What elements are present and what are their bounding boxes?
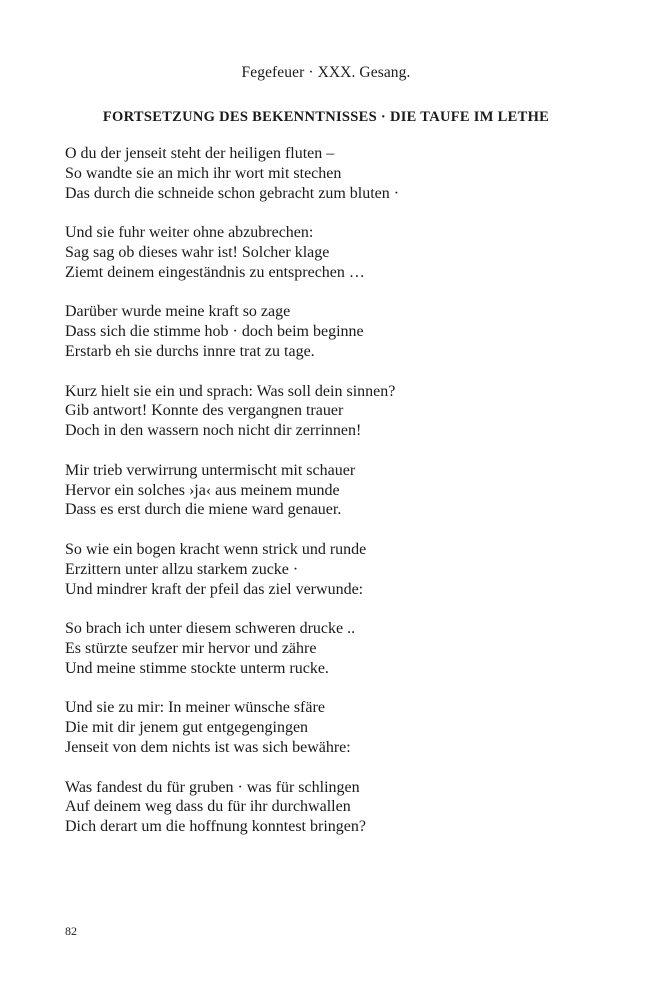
- verse-line: Gib antwort! Konnte des vergangnen trauer: [65, 402, 344, 420]
- verse-line: Und sie fuhr weiter ohne abzubrechen:: [65, 224, 314, 242]
- verse-line: Hervor ein solches ›ja‹ aus meinem munde: [65, 481, 340, 499]
- verse-line: Kurz hielt sie ein und sprach: Was soll dein sinnen?: [65, 382, 396, 400]
- verse-line: Dass es erst durch die miene ward genauer.: [65, 501, 342, 519]
- verse-line: Mir trieb verwirrung untermischt mit schauer: [65, 461, 356, 479]
- poem-body: [65, 144, 625, 857]
- verse-line: Jenseit von dem nichts ist was sich bewähre:: [65, 738, 351, 756]
- stanza: [65, 540, 625, 599]
- verse-line: Doch in den wassern noch nicht dir zerrinnen!: [65, 422, 362, 440]
- stanza: [65, 144, 625, 203]
- stanza: [65, 302, 625, 361]
- verse-line: Was fandest du für gruben · was für schlingen: [65, 778, 360, 796]
- stanza: [65, 461, 625, 520]
- stanza: [65, 698, 625, 757]
- verse-line: Und mindrer kraft der pfeil das ziel verwunde:: [65, 580, 364, 598]
- stanza: [65, 778, 625, 837]
- verse-line: O du der jenseit steht der heiligen fluten –: [65, 145, 335, 162]
- verse-line: So brach ich unter diesem schweren drucke ..: [65, 620, 356, 638]
- verse-line: Dass sich die stimme hob · doch beim beginne: [65, 323, 364, 341]
- verse-line: Erstarb eh sie durchs innre trat zu tage.: [65, 342, 315, 360]
- verse-line: Ziemt deinem eingeständnis zu entsprechen …: [65, 263, 365, 281]
- stanza: [65, 619, 625, 678]
- verse-line: Und sie zu mir: In meiner wünsche sfäre: [65, 699, 325, 717]
- verse-line: Darüber wurde meine kraft so zage: [65, 303, 291, 321]
- verse-line: Die mit dir jenem gut entgegengingen: [65, 719, 309, 737]
- running-head: Fegefeuer · XXX. Gesang.: [241, 64, 411, 81]
- verse-line: Auf deinem weg dass du für ihr durchwallen: [65, 798, 351, 816]
- verse-line: Das durch die schneide schon gebracht zum bluten ·: [65, 184, 400, 202]
- canto-title: FORTSETZUNG DES BEKENNTNISSES · DIE TAUFE IM LETHE: [102, 109, 550, 125]
- verse-line: Sag sag ob dieses wahr ist! Solcher klage: [65, 243, 330, 261]
- verse-line: Erzittern unter allzu starkem zucke ·: [65, 560, 299, 578]
- verse-line: So wie ein bogen kracht wenn strick und runde: [65, 540, 367, 558]
- verse-line: Dich derart um die hoffnung konntest bringen?: [65, 818, 366, 836]
- page-number: 82: [65, 924, 77, 938]
- stanza: [65, 223, 625, 282]
- verse-line: Und meine stimme stockte unterm rucke.: [65, 659, 329, 677]
- verse-line: So wandte sie an mich ihr wort mit stechen: [65, 164, 342, 182]
- stanza: [65, 382, 625, 441]
- verse-line: Es stürzte seufzer mir hervor und zähre: [65, 639, 317, 657]
